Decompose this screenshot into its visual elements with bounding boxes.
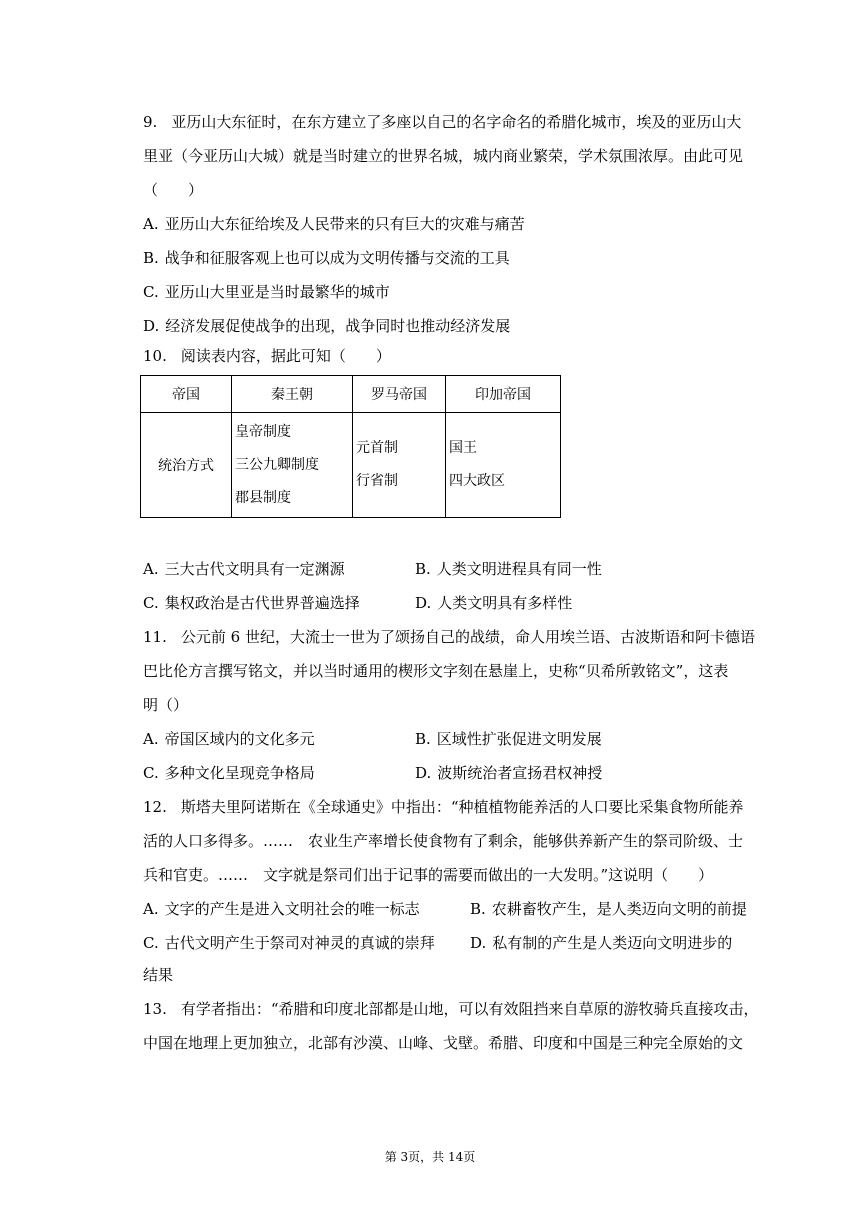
table-cell-inca: 国王 四大政区 xyxy=(446,413,561,518)
q10-option-c[interactable]: C. 集权政治是古代世界普遍选择 xyxy=(143,594,360,612)
q9-option-c[interactable]: C. 亚历山大里亚是当时最繁华的城市 xyxy=(143,283,390,301)
q12-option-b[interactable]: B. 农耕畜牧产生，是人类迈向文明的前提 xyxy=(470,900,747,918)
q13-stem-line-2: 中国在地理上更加独立，北部有沙漠、山峰、戈壁。希腊、印度和中国是三种完全原始的文 xyxy=(143,1034,744,1052)
q12-option-d[interactable]: D. 私有制的产生是人类迈向文明进步的 xyxy=(470,934,733,952)
q9-option-d[interactable]: D. 经济发展促使战争的出现，战争同时也推动经济发展 xyxy=(143,317,511,335)
q12-option-d-wrap: 结果 xyxy=(143,966,174,984)
page-footer: 第 3页，共 14页 xyxy=(384,1150,476,1164)
table-cell-qin: 皇帝制度 三公九卿制度 郡县制度 xyxy=(232,413,353,518)
q11-option-c[interactable]: C. 多种文化呈现竞争格局 xyxy=(143,764,315,782)
q10-table xyxy=(140,375,561,518)
q10-number: 10. xyxy=(143,347,167,365)
q12-stem-line-2: 活的人口多得多。…… 农业生产率增长使食物有了剩余，能够供养新产生的祭司阶级、士 xyxy=(143,832,744,850)
q13-number: 13. xyxy=(143,1000,167,1018)
q11-number: 11. xyxy=(143,628,167,646)
q12-number: 12. xyxy=(143,798,167,816)
q12-stem-line-1: 12. 斯塔夫里阿诺斯在《全球通史》中指出：“种植植物能养活的人口要比采集食物所能养 xyxy=(143,798,744,816)
q12-option-a[interactable]: A. 文字的产生是进入文明社会的唯一标志 xyxy=(143,900,420,918)
table-cell-rome: 元首制 行省制 xyxy=(353,413,446,518)
q12-option-c[interactable]: C. 古代文明产生于祭司对神灵的真诚的崇拜 xyxy=(143,934,435,952)
q10-stem: 10. 阅读表内容，据此可知（ ） xyxy=(143,347,391,365)
q10-option-b[interactable]: B. 人类文明进程具有同一性 xyxy=(415,560,602,578)
table-header-qin: 秦王朝 xyxy=(232,376,353,413)
table-header-inca: 印加帝国 xyxy=(446,376,561,413)
q12-stem-line-3: 兵和官吏。…… 文字就是祭司们出于记事的需要而做出的一大发明。”这说明（ ） xyxy=(143,866,714,884)
table-header-rome: 罗马帝国 xyxy=(353,376,446,413)
q9-number: 9. xyxy=(143,113,158,131)
q9-stem-line-2: 里亚（今亚历山大城）就是当时建立的世界名城，城内商业繁荣，学术氛围浓厚。由此可见 xyxy=(143,147,744,165)
q11-option-b[interactable]: B. 区域性扩张促进文明发展 xyxy=(415,730,602,748)
q11-stem-line-1: 11. 公元前 6 世纪，大流士一世为了颂扬自己的战绩，命人用埃兰语、古波斯语和阿卡德语 xyxy=(143,628,755,646)
q11-stem-line-2: 巴比伦方言撰写铭文，并以当时通用的楔形文字刻在悬崖上，史称“贝希所敦铭文”，这表 xyxy=(143,662,729,680)
q13-stem-line-1: 13. 有学者指出：“希腊和印度北部都是山地，可以有效阻挡来自草原的游牧骑兵直接攻击， xyxy=(143,1000,759,1018)
q11-stem-line-3: 明（） xyxy=(143,696,189,714)
q9-option-b[interactable]: B. 战争和征服客观上也可以成为文明传播与交流的工具 xyxy=(143,249,510,267)
q9-stem-line-1: 9. 亚历山大东征时，在东方建立了多座以自己的名字命名的希腊化城市，埃及的亚历山大 xyxy=(143,113,742,131)
q10-option-a[interactable]: A. 三大古代文明具有一定渊源 xyxy=(143,560,345,578)
q10-option-d[interactable]: D. 人类文明具有多样性 xyxy=(415,594,573,612)
q11-option-d[interactable]: D. 波斯统治者宣扬君权神授 xyxy=(415,764,603,782)
table-header-empire: 帝国 xyxy=(141,376,232,413)
q9-option-a[interactable]: A. 亚历山大东征给埃及人民带来的只有巨大的灾难与痛苦 xyxy=(143,215,525,233)
q11-option-a[interactable]: A. 帝国区域内的文化多元 xyxy=(143,730,315,748)
q9-stem-line-3: （ ） xyxy=(143,181,204,199)
table-row-label: 统治方式 xyxy=(141,413,232,518)
